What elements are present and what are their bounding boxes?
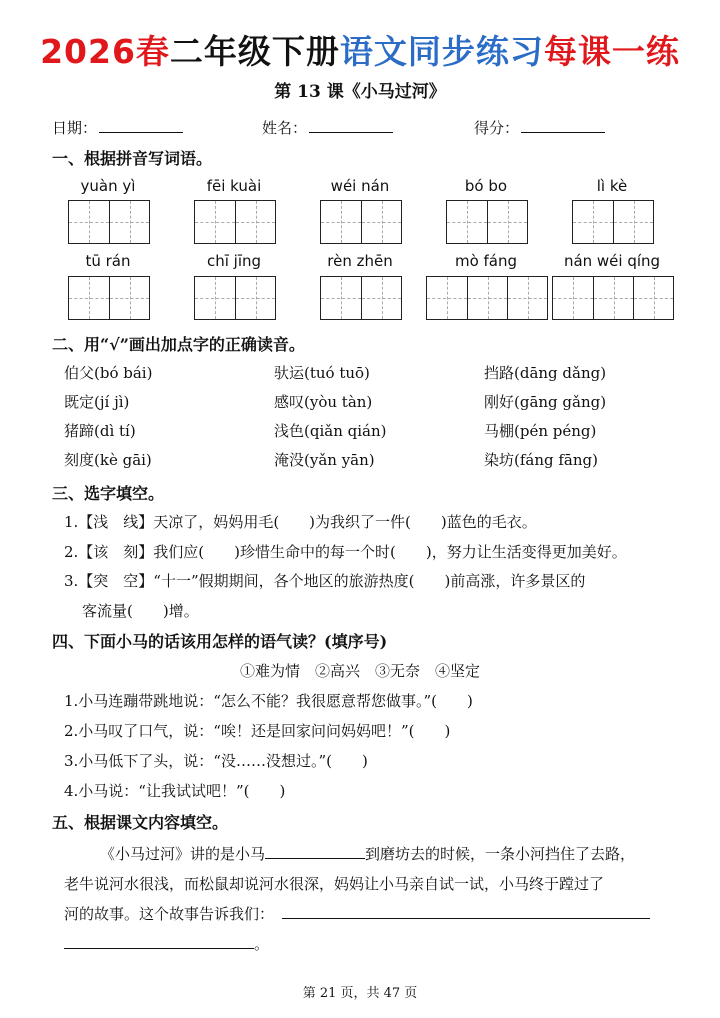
tone-item-1[interactable]: 1.小马连蹦带跳地说：“怎么不能？我很愿意帮您做事。”( )	[64, 692, 473, 710]
title-part-year: 2026春	[40, 32, 170, 71]
writing-cell[interactable]	[487, 201, 527, 243]
writing-cell[interactable]	[235, 201, 275, 243]
character-grid[interactable]	[552, 276, 674, 320]
tone-item-2[interactable]: 2.小马叹了口气，说：“唉！还是回家问问妈妈吧！”( )	[64, 722, 451, 740]
character-grid[interactable]	[446, 200, 528, 244]
writing-cell[interactable]	[361, 201, 401, 243]
pinyin-label: chī jīng	[206, 252, 262, 270]
character-grid[interactable]	[320, 276, 402, 320]
worksheet-title	[0, 30, 720, 74]
character-grid[interactable]	[426, 276, 548, 320]
writing-cell[interactable]	[633, 277, 673, 319]
pinyin-label: rèn zhēn	[327, 252, 393, 270]
pronunciation-item[interactable]: 马棚(pén péng)	[484, 422, 597, 440]
character-grid[interactable]	[68, 276, 150, 320]
page-footer: 第 21 页，共 47 页	[302, 986, 418, 1001]
pinyin-label: nán wéi qíng	[563, 252, 661, 270]
writing-cell[interactable]	[447, 201, 487, 243]
title-part-subject: 语文同步练习	[339, 32, 544, 71]
pronunciation-item[interactable]: 淹没(yǎn yān)	[274, 451, 375, 469]
story-blank-3[interactable]	[64, 934, 254, 949]
pinyin-label: yuàn yì	[80, 177, 136, 195]
writing-cell[interactable]	[109, 277, 149, 319]
pinyin-label: fēi kuài	[206, 177, 262, 195]
story-line-1: 《小马过河》讲的是小马 到磨坊去的时候，一条小河挡住了去路，	[100, 845, 636, 863]
writing-cell[interactable]	[195, 201, 235, 243]
pronunciation-item[interactable]: 挡路(dāng dǎng)	[484, 364, 607, 382]
writing-cell[interactable]	[69, 277, 109, 319]
section5-heading: 五、根据课文内容填空。	[52, 813, 229, 832]
fill-char-item-2[interactable]: 2.【该 刻】我们应( )珍惜生命中的每一个时( )，努力让生活变得更加美好。	[64, 543, 627, 561]
writing-cell[interactable]	[613, 201, 653, 243]
pinyin-label: lì kè	[596, 177, 628, 195]
writing-cell[interactable]	[69, 201, 109, 243]
fill-char-item-3-cont[interactable]: 客流量( )增。	[82, 602, 199, 620]
date-field: 日期：	[52, 118, 183, 138]
pronunciation-item[interactable]: 驮运(tuó tuō)	[274, 364, 370, 382]
pronunciation-item[interactable]: 浅色(qiǎn qián)	[274, 422, 387, 440]
writing-cell[interactable]	[467, 277, 507, 319]
pronunciation-item[interactable]: 刚好(gāng gǎng)	[484, 393, 607, 411]
writing-cell[interactable]	[573, 201, 613, 243]
writing-cell[interactable]	[195, 277, 235, 319]
fill-char-item-1[interactable]: 1.【浅 线】天凉了，妈妈用毛( )为我织了一件( )蓝色的毛衣。	[64, 513, 537, 531]
story-blank-1[interactable]	[265, 844, 365, 859]
pinyin-label: tū rán	[85, 252, 131, 270]
date-blank[interactable]	[99, 118, 183, 133]
tone-item-4[interactable]: 4.小马说：“让我试试吧！”( )	[64, 782, 286, 800]
pinyin-label: wéi nán	[330, 177, 390, 195]
writing-cell[interactable]	[553, 277, 593, 319]
name-field: 姓名：	[262, 118, 393, 138]
tone-options: ①难为情 ②高兴 ③无奈 ④坚定	[239, 662, 480, 680]
lesson-subtitle: 第 13 课《小马过河》	[274, 82, 446, 102]
story-line-2: 老牛说河水很浅，而松鼠却说河水很深，妈妈让小马亲自试一试，小马终于蹚过了	[64, 875, 605, 893]
pronunciation-item[interactable]: 感叹(yòu tàn)	[274, 393, 373, 411]
pronunciation-item[interactable]: 刻度(kè gāi)	[64, 451, 152, 469]
writing-cell[interactable]	[427, 277, 467, 319]
pronunciation-item[interactable]: 既定(jí jì)	[64, 393, 130, 411]
pinyin-label: bó bo	[464, 177, 508, 195]
fill-char-item-3[interactable]: 3.【突 空】“十一”假期期间，各个地区的旅游热度( )前高涨，许多景区的	[64, 572, 586, 590]
character-grid[interactable]	[572, 200, 654, 244]
section1-heading: 一、根据拼音写词语。	[52, 149, 213, 168]
pinyin-label: mò fáng	[454, 252, 518, 270]
title-part-series: 每课一练	[543, 32, 680, 71]
name-blank[interactable]	[309, 118, 393, 133]
writing-cell[interactable]	[109, 201, 149, 243]
story-blank-2[interactable]	[282, 904, 650, 919]
score-blank[interactable]	[521, 118, 605, 133]
character-grid[interactable]	[68, 200, 150, 244]
writing-cell[interactable]	[361, 277, 401, 319]
tone-item-3[interactable]: 3.小马低下了头，说：“没……没想过。”( )	[64, 752, 368, 770]
writing-cell[interactable]	[321, 201, 361, 243]
section3-heading: 三、选字填空。	[52, 484, 165, 503]
writing-cell[interactable]	[507, 277, 547, 319]
score-field: 得分：	[474, 118, 605, 138]
character-grid[interactable]	[320, 200, 402, 244]
pronunciation-item[interactable]: 染坊(fáng fāng)	[484, 451, 598, 469]
section2-heading: 二、用“√”画出加点字的正确读音。	[52, 335, 305, 354]
section4-heading: 四、下面小马的话该用怎样的语气读？(填序号)	[52, 632, 388, 651]
character-grid[interactable]	[194, 200, 276, 244]
story-line-3: 河的故事。这个故事告诉我们：	[64, 903, 650, 925]
title-part-grade: 二年级下册	[169, 32, 340, 71]
writing-cell[interactable]	[321, 277, 361, 319]
character-grid[interactable]	[194, 276, 276, 320]
writing-cell[interactable]	[235, 277, 275, 319]
pronunciation-item[interactable]: 伯父(bó bái)	[64, 364, 153, 382]
story-line-4: 。	[64, 933, 269, 955]
pronunciation-item[interactable]: 猪蹄(dì tí)	[64, 422, 136, 440]
writing-cell[interactable]	[593, 277, 633, 319]
